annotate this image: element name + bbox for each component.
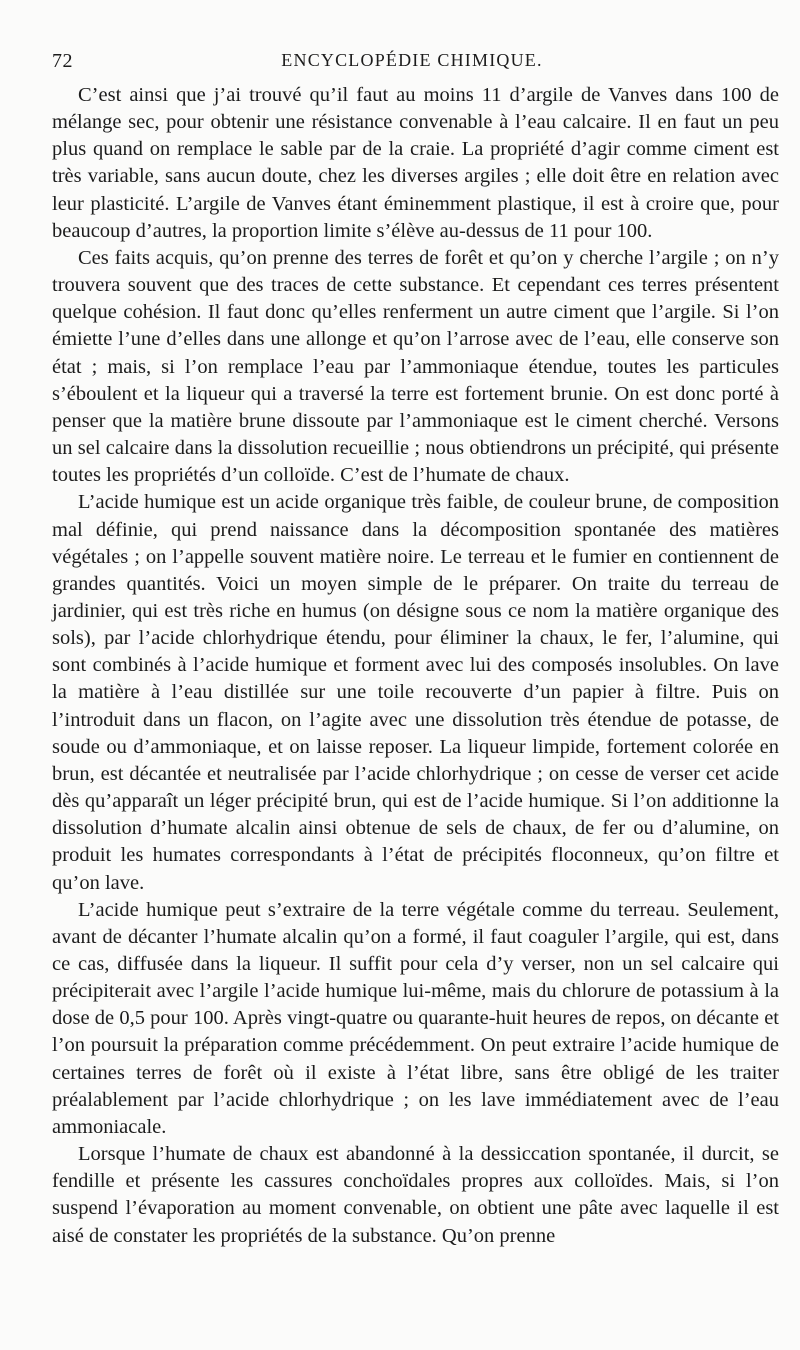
paragraph: Ces faits acquis, qu’on prenne des terres de forêt et qu’on y cherche l’argile ; on n’y trouvera souvent que des traces de cette substance. Et cependant ces terres présentent quelque cohésion. Il faut donc qu’elles renferment un autre ciment que l’argile. Si l’on émiette l’une d’elles dans une allonge et qu’on l’arrose avec de l’eau, elle conserve son état ; mais, si l’on remplace l’eau par l’ammoniaque étendue, toutes les particules s’éboulent et la liqueur qui a traversé la terre est fortement brunie. On est donc porté à penser que la matière brune dissoute par l’ammoniaque est le ciment cherché. Versons un sel calcaire dans la dissolution recueillie ; nous obtiendrons un précipité, qui présente toutes les propriétés d’un colloïde. C’est de l’humate de chaux. [52, 246, 779, 487]
paragraph: L’acide humique peut s’extraire de la terre végétale comme du terreau. Seulement, avant de décanter l’humate alcalin qu’on a formé, il faut coaguler l’argile, qui est, dans ce cas, diffusée dans la liqueur. Il suffit pour cela d’y verser, non un sel calcaire qui précipiterait avec l’argile l’acide humique lui-même, mais du chlorure de potassium à la dose de 0,5 pour 100. Après vingt-quatre ou quarante-huit heures de repos, on décante et l’on poursuit la préparation comme précédemment. On peut extraire l’acide humique de certaines terres de forêt où il existe à l’état libre, sans être obligé de les traiter préalablement par l’acide chlorhydrique ; on les lave immédiatement avec de l’eau ammoniacale. [52, 898, 779, 1138]
paragraph: C’est ainsi que j’ai trouvé qu’il faut au moins 11 d’argile de Vanves dans 100 de mélange sec, pour obtenir une résistance convenable à l’eau calcaire. Il en faut un peu plus quand on remplace le sable par de la craie. La propriété d’agir comme ciment est très variable, sans aucun doute, chez les diverses argiles ; elle doit être en relation avec leur plasticité. L’argile de Vanves étant éminemment plastique, il est à croire que, pour beaucoup d’autres, la proportion limite s’élève au-dessus de 11 pour 100. [52, 84, 779, 242]
paragraph: L’acide humique est un acide organique très faible, de couleur brune, de composition mal définie, qui prend naissance dans la décomposition spontanée des matières végétales ; on l’appelle souvent matière noire. Le terreau et le fumier en contiennent de grandes quantités. Voici un moyen simple de le préparer. On traite du terreau de jardinier, qui est très riche en humus (on désigne sous ce nom la matière organique des sols), par l’acide chlorhydrique étendu, pour éliminer la chaux, le fer, l’alumine, qui sont combinés à l’acide humique et forment avec lui des composés insolubles. On lave la matière à l’eau distillée sur une toile recouverte d’un papier à filtre. Puis on l’introduit dans un flacon, on l’agite avec une dissolution très étendue de potasse, de soude ou d’ammoniaque, et on laisse reposer. La liqueur limpide, fortement colorée en brun, est décantée et neutralisée par l’acide chlorhydrique ; on cesse de verser cet acide dès qu’apparaît un léger précipité brun, qui est de l’acide humique. Si l’on additionne la dissolution d’humate alcalin ainsi obtenue de sels de chaux, de fer ou d’alumine, on produit les humates correspondants à l’état de précipités floconneux, qu’on filtre et qu’on lave. [52, 491, 779, 894]
page-number: 72 [52, 50, 73, 72]
running-title: ENCYCLOPÉDIE CHIMIQUE. [281, 50, 543, 70]
running-header [52, 50, 772, 74]
body-text [52, 82, 779, 1250]
paragraph: Lorsque l’humate de chaux est abandonné à la dessiccation spontanée, il durcit, se fendille et présente les cassures conchoïdales propres aux colloïdes. Mais, si l’on suspend l’évaporation au moment convenable, on obtient une pâte avec laquelle il est aisé de constater les propriétés de la substance. Qu’on prenne [52, 1143, 779, 1247]
